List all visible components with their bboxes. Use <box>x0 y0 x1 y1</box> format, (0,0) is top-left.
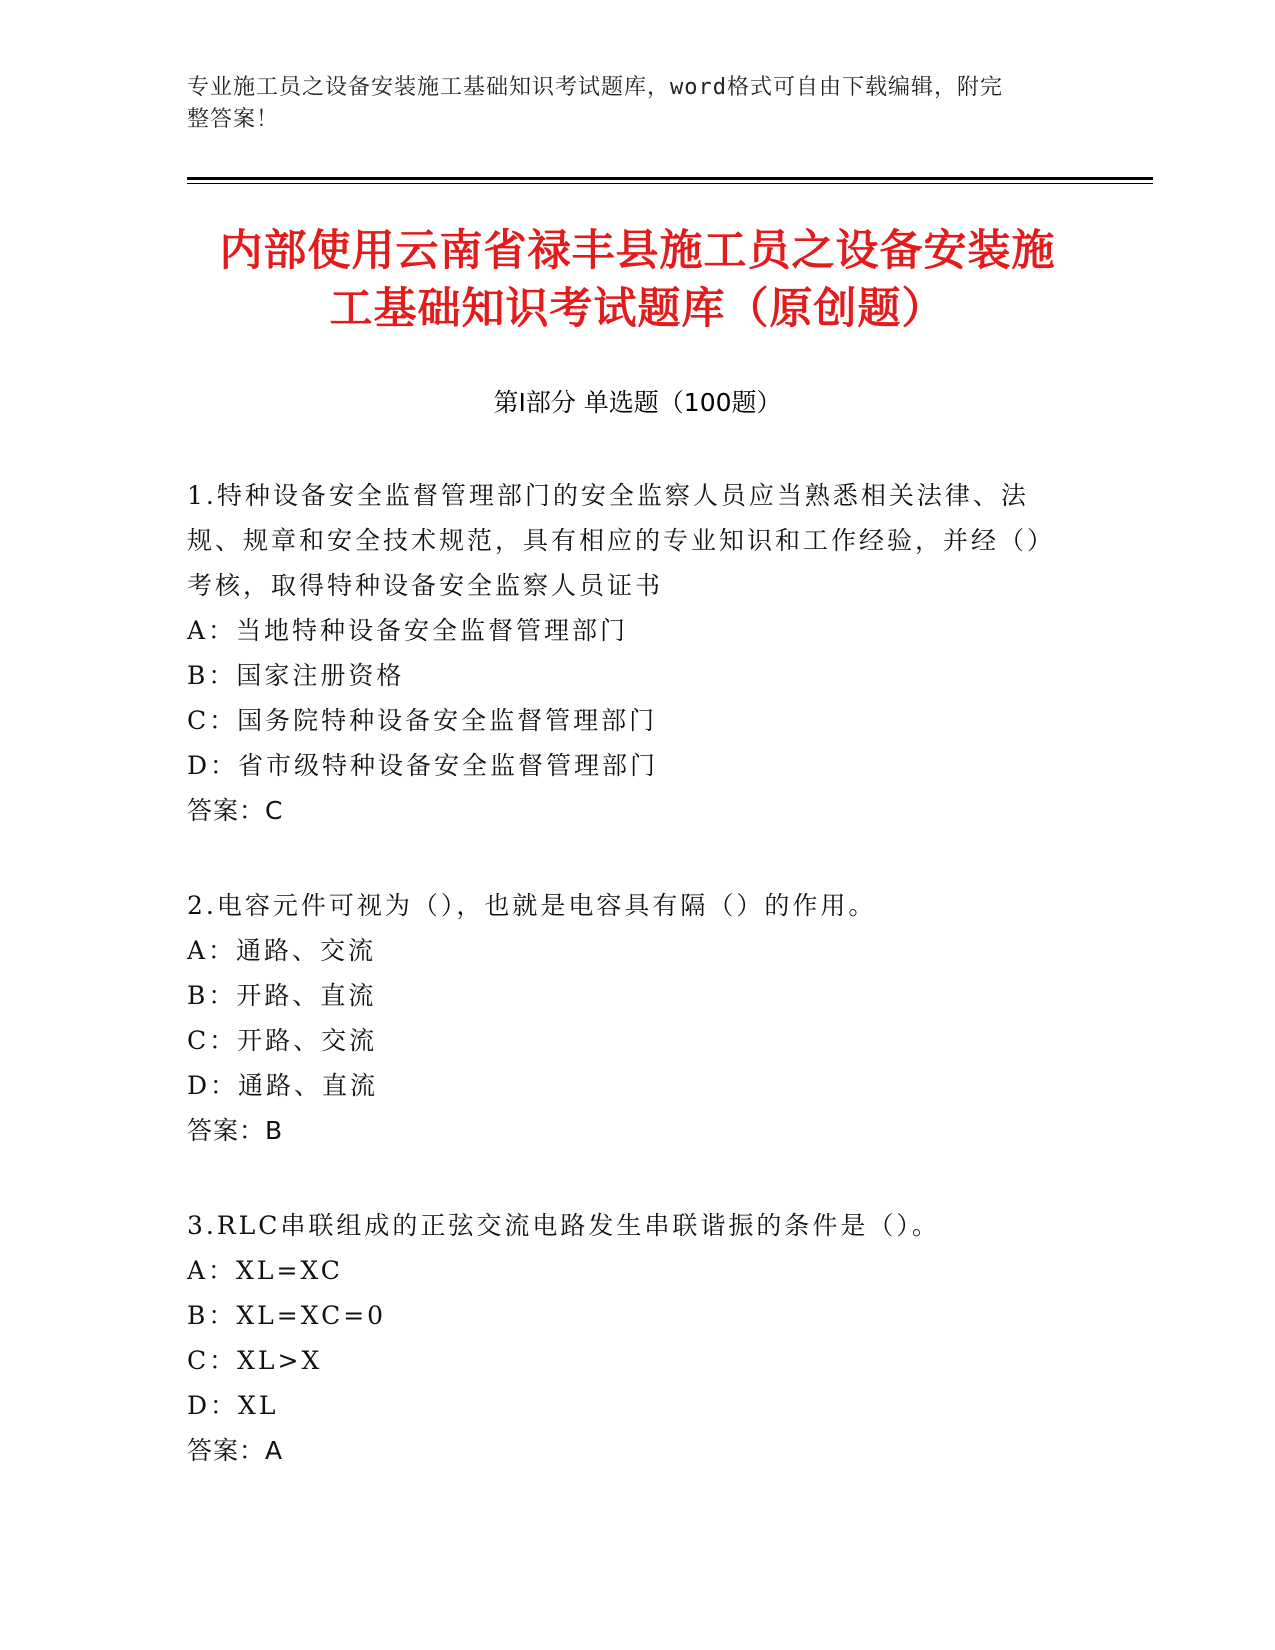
question-text: 1.特种设备安全监督管理部门的安全监察人员应当熟悉相关法律、法规、规章和安全技术规范，具有相应的专业知识和工作经验，并经（）考核，取得特种设备安全监察人员证书 <box>187 481 1056 600</box>
header-rule-thin <box>187 183 1153 184</box>
header-note-line-2: 整答案！ <box>187 107 280 132</box>
option-c: C：开路、交流 <box>187 1026 378 1055</box>
option-b: B：国家注册资格 <box>187 661 405 690</box>
option-b: B：XL=XC=0 <box>187 1301 387 1330</box>
header-note-line-1: 专业施工员之设备安装施工基础知识考试题库，word格式可自由下载编辑，附完 <box>187 75 1003 100</box>
section-heading: 第I部分 单选题（100题） <box>493 388 782 417</box>
question-1 <box>187 473 1067 833</box>
header-note <box>187 72 1067 136</box>
option-d: D：省市级特种设备安全监督管理部门 <box>187 751 659 780</box>
question-3 <box>187 1203 1067 1473</box>
option-a: A：XL=XC <box>187 1256 343 1285</box>
option-b: B：开路、直流 <box>187 981 377 1010</box>
option-c: C：国务院特种设备安全监督管理部门 <box>187 706 658 735</box>
document-title-line-1: 内部使用云南省禄丰县施工员之设备安装施 <box>219 226 1056 276</box>
answer: 答案：B <box>187 1116 284 1145</box>
question-text: 2.电容元件可视为（），也就是电容具有隔（）的作用。 <box>187 891 877 920</box>
document-title <box>150 222 1125 338</box>
header-rule-thick <box>187 177 1153 180</box>
document-title-line-2: 工基础知识考试题库（原创题） <box>329 284 946 334</box>
option-a: A：通路、交流 <box>187 936 377 965</box>
question-2 <box>187 883 1067 1153</box>
option-d: D：通路、直流 <box>187 1071 379 1100</box>
question-text: 3.RLC串联组成的正弦交流电路发生串联谐振的条件是（）。 <box>187 1211 940 1240</box>
option-a: A：当地特种设备安全监督管理部门 <box>187 616 629 645</box>
question-list <box>187 473 1067 1523</box>
option-d: D：XL <box>187 1391 279 1420</box>
answer: 答案：A <box>187 1436 284 1465</box>
answer: 答案：C <box>187 796 284 825</box>
option-c: C：XL>X <box>187 1346 323 1375</box>
